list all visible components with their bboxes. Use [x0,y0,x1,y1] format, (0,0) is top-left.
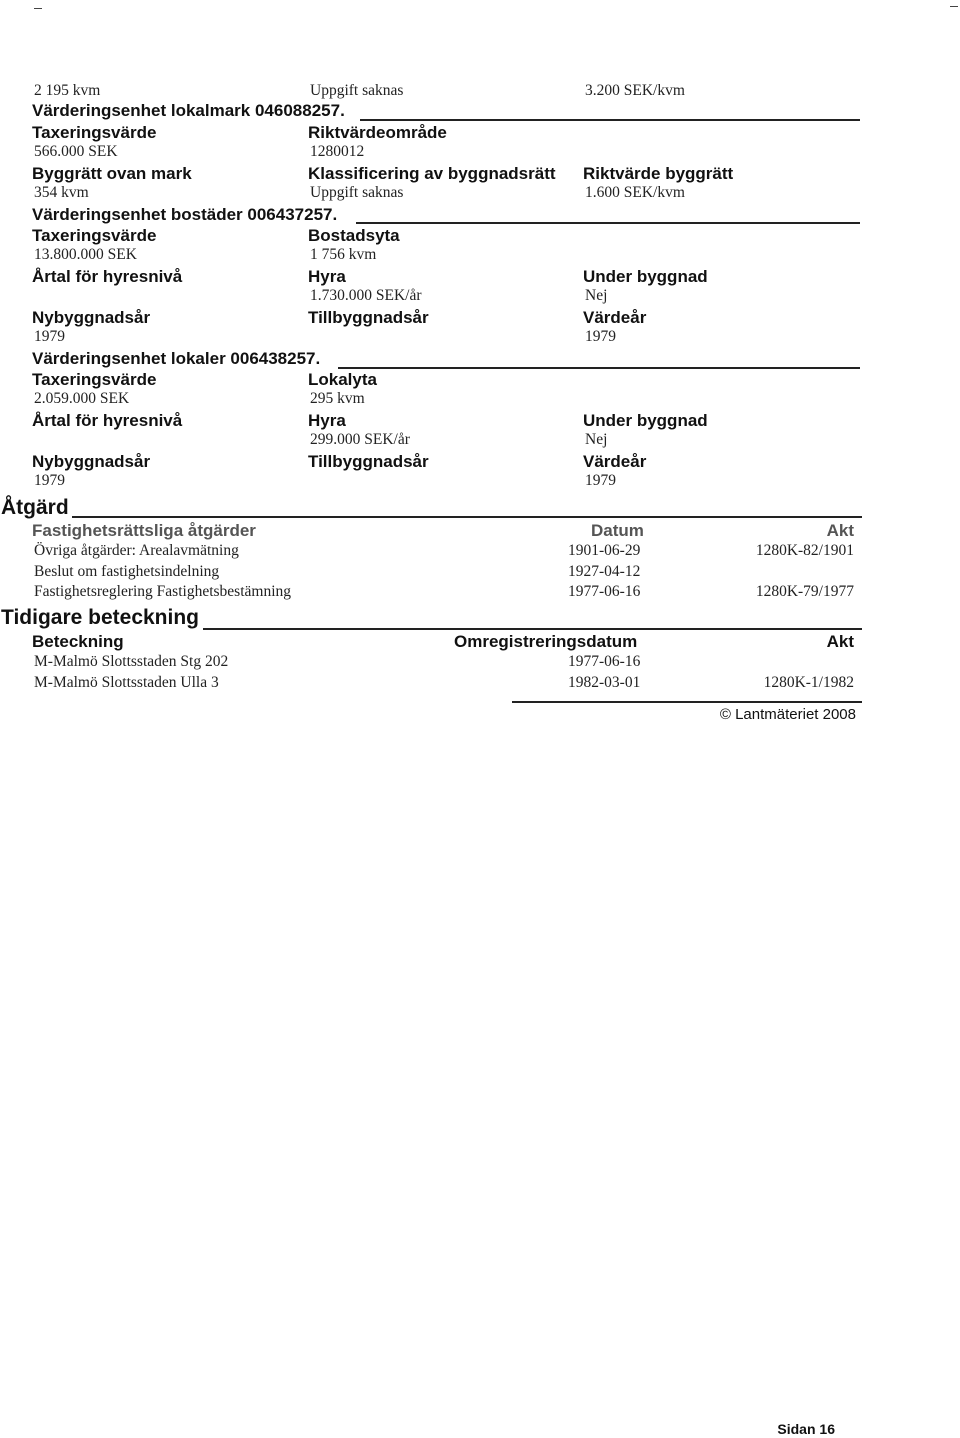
atgard-col-action: Fastighetsrättsliga åtgärder [32,521,256,540]
atgard-rule [72,516,862,518]
unit3-hyra-value: 299.000 SEK/år [310,431,410,448]
tidigare-row-akt: 1280K-1/1982 [763,674,854,691]
unit1-riktomr-value: 1280012 [310,143,365,160]
unit1-title: Värderingsenhet lokalmark 046088257. [32,101,345,120]
unit2-under-value: Nej [585,287,608,304]
page-number: Sidan 16 [777,1421,835,1437]
unit3-rule [338,367,860,369]
unit3-artal-label: Årtal för hyresnivå [32,411,183,430]
unit2-rule [356,222,860,224]
unit1-byggratt-label: Byggrätt ovan mark [32,164,192,183]
unit2-title: Värderingsenhet bostäder 006437257. [32,205,338,224]
atgard-row-date: 1901-06-29 [568,542,641,559]
unit3-taxv-value: 2.059.000 SEK [34,390,130,407]
unit2-under-label: Under byggnad [583,267,708,286]
unit3-taxv-label: Taxeringsvärde [32,370,157,389]
unit3-under-label: Under byggnad [583,411,708,430]
unit3-under-value: Nej [585,431,608,448]
tidigare-col-date: Omregistreringsdatum [454,632,638,651]
unit3-vardear-value: 1979 [585,472,616,489]
unit2-vardear-value: 1979 [585,328,616,345]
unit3-tillbygg-label: Tillbyggnadsår [308,452,429,471]
unit1-riktomr-label: Riktvärdeområde [308,123,447,142]
unit3-nybygg-value: 1979 [34,472,65,489]
tidigare-title: Tidigare beteckning [1,606,199,629]
atgard-row-date: 1927-04-12 [568,563,641,580]
unit2-hyra-label: Hyra [308,267,346,286]
unit1-klass-label: Klassificering av byggnadsrätt [308,164,556,183]
scan-mark-left [34,8,42,9]
unit3-area-label: Lokalyta [308,370,377,389]
unit1-taxv-value: 566.000 SEK [34,143,118,160]
atgard-title: Åtgärd [1,496,69,519]
unit3-area-value: 295 kvm [310,390,365,407]
atgard-row-action: Övriga åtgärder: Arealavmätning [34,542,239,559]
scan-mark-right [950,6,958,7]
unit2-vardear-label: Värdeår [583,308,647,327]
atgard-row-action: Beslut om fastighetsindelning [34,563,220,580]
unit1-taxv-label: Taxeringsvärde [32,123,157,142]
unit2-nybygg-value: 1979 [34,328,65,345]
atgard-row-date: 1977-06-16 [568,583,641,600]
unit3-nybygg-label: Nybyggnadsår [32,452,151,471]
unit2-tillbygg-label: Tillbyggnadsår [308,308,429,327]
tidigare-col-bet: Beteckning [32,632,124,651]
atgard-row-action: Fastighetsreglering Fastighetsbestämning [34,583,292,600]
unit2-area-label: Bostadsyta [308,226,400,245]
unit1-riktvarde-label: Riktvärde byggrätt [583,164,734,183]
unit2-taxv-label: Taxeringsvärde [32,226,157,245]
unit1-riktvarde-value: 1.600 SEK/kvm [585,184,685,201]
unit1-byggratt-value: 354 kvm [34,184,89,201]
atgard-col-date: Datum [591,521,644,540]
unit3-title: Värderingsenhet lokaler 006438257. [32,349,321,368]
atgard-row-akt: 1280K-79/1977 [755,583,854,600]
tidigare-row-bet: M-Malmö Slottsstaden Ulla 3 [34,674,219,691]
unit1-klass-value: Uppgift saknas [310,184,404,201]
tidigare-row-date: 1977-06-16 [568,653,641,670]
tidigare-row-date: 1982-03-01 [568,674,641,691]
unit1-rule [360,119,860,121]
unit2-taxv-value: 13.800.000 SEK [34,246,137,263]
row0-price: 3.200 SEK/kvm [585,82,685,99]
copyright: © Lantmäteriet 2008 [719,706,856,723]
unit2-artal-label: Årtal för hyresnivå [32,267,183,286]
unit2-nybygg-label: Nybyggnadsår [32,308,151,327]
unit2-area-value: 1 756 kvm [310,246,377,263]
tidigare-row-bet: M-Malmö Slottsstaden Stg 202 [34,653,229,670]
row0-info: Uppgift saknas [310,82,404,99]
footer-rule [512,701,862,703]
atgard-col-akt: Akt [826,521,854,540]
unit3-vardear-label: Värdeår [583,452,647,471]
tidigare-col-akt: Akt [826,632,854,651]
tidigare-rule [203,628,862,630]
unit3-hyra-label: Hyra [308,411,346,430]
unit2-hyra-value: 1.730.000 SEK/år [310,287,422,304]
row0-area: 2 195 kvm [34,82,101,99]
atgard-row-akt: 1280K-82/1901 [755,542,854,559]
